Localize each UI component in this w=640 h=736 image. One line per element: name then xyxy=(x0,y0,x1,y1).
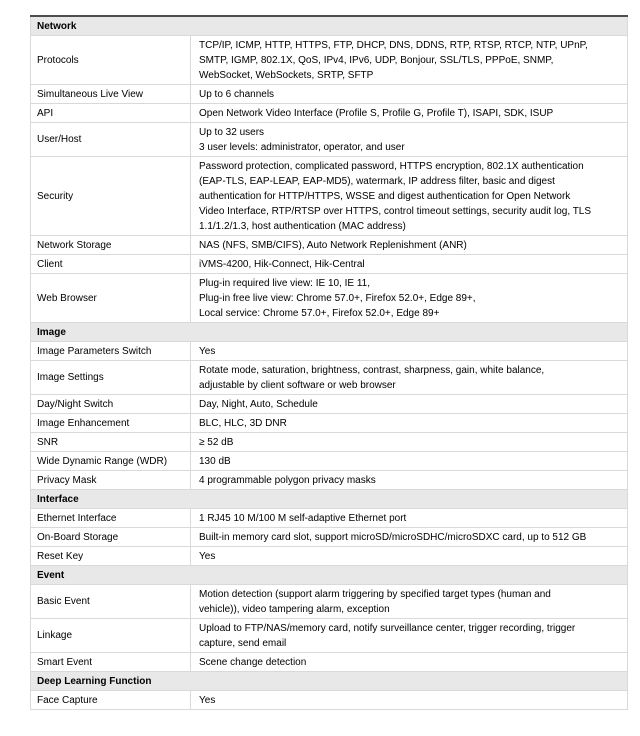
spec-value-line: 3 user levels: administrator, operator, and user xyxy=(199,141,405,153)
table-row xyxy=(31,123,628,157)
spec-value xyxy=(191,361,628,395)
table-row xyxy=(31,585,628,619)
spec-value-line: Plug-in free live view: Chrome 57.0+, Firefox 52.0+, Edge 89+, xyxy=(199,292,476,304)
table-row xyxy=(31,471,628,490)
spec-value: Open Network Video Interface (Profile S, Profile G, Profile T), ISAPI, SDK, ISUP xyxy=(191,104,628,123)
table-row xyxy=(31,653,628,672)
section-header: Event xyxy=(31,566,628,585)
table-row xyxy=(31,433,628,452)
table-row xyxy=(31,342,628,361)
spec-value: Yes xyxy=(191,342,628,361)
section-header: Image xyxy=(31,323,628,342)
spec-value: Yes xyxy=(191,691,628,710)
table-row xyxy=(31,255,628,274)
section-header-row xyxy=(31,323,628,342)
table-row xyxy=(31,236,628,255)
section-header: Network xyxy=(31,16,628,36)
table-row xyxy=(31,619,628,653)
spec-label: Network Storage xyxy=(31,236,191,255)
spec-value-line: Upload to FTP/NAS/memory card, notify surveillance center, trigger recording, trigger xyxy=(199,622,576,634)
spec-value-line: Password protection, complicated password, HTTPS encryption, 802.1X authentication xyxy=(199,160,584,172)
spec-value-line: Plug-in required live view: IE 10, IE 11, xyxy=(199,277,371,289)
spec-label: Reset Key xyxy=(31,547,191,566)
spec-value-line: (EAP-TLS, EAP-LEAP, EAP-MD5), watermark, IP address filter, basic and digest xyxy=(199,175,555,187)
spec-value-line: 1.1/1.2/1.3, host authentication (MAC address) xyxy=(199,220,406,232)
spec-label: Security xyxy=(31,157,191,236)
spec-value-line: Video Interface, RTP/RTSP over HTTPS, control timeout settings, security audit log, TLS xyxy=(199,205,592,217)
spec-value-line: authentication for HTTP/HTTPS, WSSE and digest authentication for Open Network xyxy=(199,190,571,202)
table-row xyxy=(31,691,628,710)
spec-value-line: capture, send email xyxy=(199,637,287,649)
section-header-row xyxy=(31,566,628,585)
spec-value-line: Rotate mode, saturation, brightness, contrast, sharpness, gain, white balance, xyxy=(199,364,545,376)
table-row xyxy=(31,361,628,395)
spec-value xyxy=(191,123,628,157)
spec-value xyxy=(191,585,628,619)
spec-sheet xyxy=(30,15,627,710)
spec-label: Client xyxy=(31,255,191,274)
spec-table xyxy=(30,15,628,710)
spec-value xyxy=(191,274,628,323)
spec-value-line: Motion detection (support alarm triggering by specified target types (human and xyxy=(199,588,551,600)
spec-value: Yes xyxy=(191,547,628,566)
section-header: Interface xyxy=(31,490,628,509)
spec-value: Up to 6 channels xyxy=(191,85,628,104)
table-row xyxy=(31,452,628,471)
table-row xyxy=(31,104,628,123)
spec-value: NAS (NFS, SMB/CIFS), Auto Network Replenishment (ANR) xyxy=(191,236,628,255)
spec-value: BLC, HLC, 3D DNR xyxy=(191,414,628,433)
spec-value xyxy=(191,36,628,85)
table-row xyxy=(31,274,628,323)
table-row xyxy=(31,157,628,236)
table-row xyxy=(31,414,628,433)
spec-label: Image Settings xyxy=(31,361,191,395)
table-row xyxy=(31,395,628,414)
table-row xyxy=(31,547,628,566)
spec-value xyxy=(191,619,628,653)
table-row xyxy=(31,509,628,528)
spec-label: Image Parameters Switch xyxy=(31,342,191,361)
spec-label: Face Capture xyxy=(31,691,191,710)
spec-label: Day/Night Switch xyxy=(31,395,191,414)
spec-value-line: SMTP, IGMP, 802.1X, QoS, IPv4, IPv6, UDP, Bonjour, SSL/TLS, PPPoE, SNMP, xyxy=(199,54,554,66)
spec-value: 130 dB xyxy=(191,452,628,471)
spec-label: Privacy Mask xyxy=(31,471,191,490)
spec-label: Ethernet Interface xyxy=(31,509,191,528)
spec-value: ≥ 52 dB xyxy=(191,433,628,452)
spec-label: API xyxy=(31,104,191,123)
spec-value: Scene change detection xyxy=(191,653,628,672)
spec-label: Web Browser xyxy=(31,274,191,323)
spec-value: Day, Night, Auto, Schedule xyxy=(191,395,628,414)
section-header-row xyxy=(31,490,628,509)
spec-label: Basic Event xyxy=(31,585,191,619)
spec-value-line: TCP/IP, ICMP, HTTP, HTTPS, FTP, DHCP, DNS, DDNS, RTP, RTSP, RTCP, NTP, UPnP, xyxy=(199,39,588,51)
spec-label: Linkage xyxy=(31,619,191,653)
table-row xyxy=(31,36,628,85)
spec-label: Smart Event xyxy=(31,653,191,672)
spec-value: 1 RJ45 10 M/100 M self-adaptive Ethernet port xyxy=(191,509,628,528)
table-row xyxy=(31,528,628,547)
spec-value-line: Local service: Chrome 57.0+, Firefox 52.0+, Edge 89+ xyxy=(199,307,440,319)
spec-value: 4 programmable polygon privacy masks xyxy=(191,471,628,490)
spec-label: User/Host xyxy=(31,123,191,157)
spec-value-line: adjustable by client software or web browser xyxy=(199,379,396,391)
spec-label: Wide Dynamic Range (WDR) xyxy=(31,452,191,471)
spec-value xyxy=(191,157,628,236)
spec-table-body xyxy=(31,16,628,710)
spec-label: On-Board Storage xyxy=(31,528,191,547)
table-row xyxy=(31,85,628,104)
spec-label: SNR xyxy=(31,433,191,452)
section-header-row xyxy=(31,672,628,691)
spec-value-line: WebSocket, WebSockets, SRTP, SFTP xyxy=(199,69,374,81)
spec-label: Simultaneous Live View xyxy=(31,85,191,104)
spec-label: Image Enhancement xyxy=(31,414,191,433)
spec-value: Built-in memory card slot, support microSD/microSDHC/microSDXC card, up to 512 GB xyxy=(191,528,628,547)
spec-value: iVMS-4200, Hik-Connect, Hik-Central xyxy=(191,255,628,274)
section-header-row xyxy=(31,16,628,36)
spec-value-line: vehicle)), video tampering alarm, exception xyxy=(199,603,390,615)
section-header: Deep Learning Function xyxy=(31,672,628,691)
spec-value-line: Up to 32 users xyxy=(199,126,265,138)
spec-label: Protocols xyxy=(31,36,191,85)
